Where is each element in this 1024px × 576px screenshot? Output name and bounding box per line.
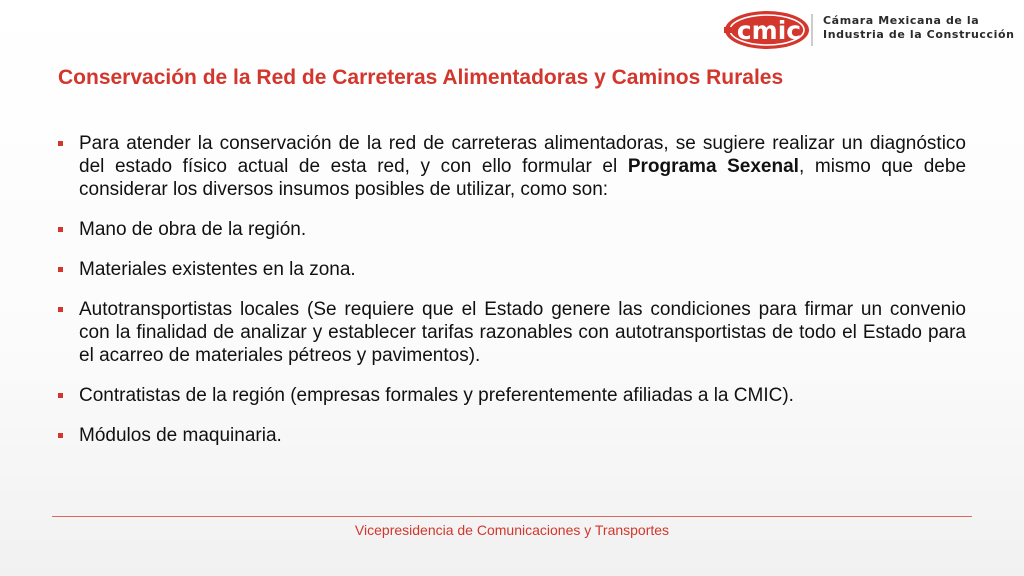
slide-title: Conservación de la Red de Carreteras Alimentadoras y Caminos Rurales: [58, 66, 784, 89]
bullet-square-icon: [58, 393, 63, 398]
bullet-square-icon: [58, 307, 63, 312]
bullet-text: [79, 132, 966, 201]
bullet-item: [58, 424, 966, 447]
bullet-bold-text: Programa Sexenal: [627, 156, 799, 177]
bullet-square-icon: [58, 227, 63, 232]
bullet-square-icon: [58, 141, 63, 146]
bullet-square-icon: [58, 433, 63, 438]
bullet-item: [58, 258, 966, 281]
bullet-item: [58, 298, 966, 367]
bullet-item: [58, 218, 966, 241]
footer-text: Vicepresidencia de Comunicaciones y Transportes: [354, 522, 670, 538]
footer-divider: [52, 516, 972, 517]
bullet-text-part: Para atender la conservación de la red de carreteras alimentadoras, se sugiere realizar un diagnóstico del estado físico actual de esta red, y con ello formular el: [79, 133, 966, 177]
bullet-item: [58, 132, 966, 201]
bullet-item: [58, 384, 966, 407]
bullet-text: Mano de obra de la región.: [79, 219, 307, 240]
logo-org-name-line1: Cámara Mexicana de la: [823, 14, 980, 27]
bullet-text: Módulos de maquinaria.: [79, 425, 282, 446]
bullet-text: Contratistas de la región (empresas formales y preferentemente afiliadas a la CMIC).: [79, 385, 794, 406]
bullet-list: [58, 132, 966, 464]
bullet-text: Materiales existentes en la zona.: [79, 259, 356, 280]
logo-org-name-line2: Industria de la Construcción: [823, 28, 1015, 41]
bullet-text: Autotransportistas locales (Se requiere que el Estado genere las condiciones para firmar un convenio con la finalidad de analizar y establecer tarifas razonables con autotransportistas de todo el Estado para el acarreo de materiales pétreos y pavimentos).: [79, 299, 966, 366]
bullet-square-icon: [58, 267, 63, 272]
bullet-text-part: , mismo que debe considerar los diversos insumos posibles de utilizar, como son:: [79, 156, 967, 200]
logo-wordmark: cmic: [736, 16, 802, 45]
